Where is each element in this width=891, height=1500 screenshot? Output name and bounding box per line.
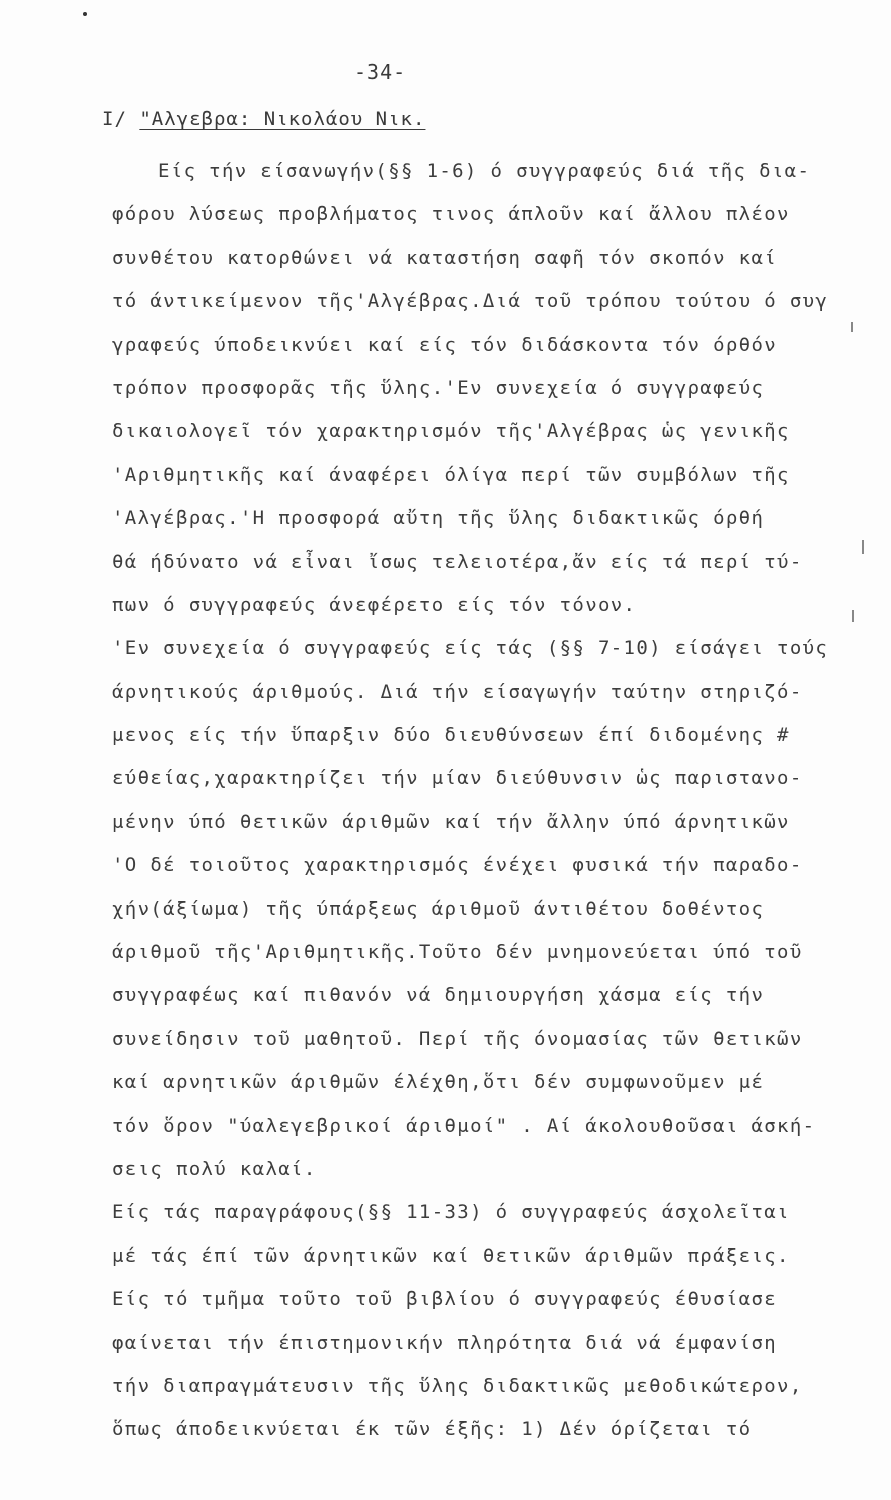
text-line: τρόπον προσφορᾶς τῆς ὕλης.'Εν συνεχεία ό συγγραφεύς [112,376,765,399]
section-heading-title: "Αλγεβρα: Νικολάου Νικ. [139,108,426,130]
text-line: φόρου λύσεως προβλήματος τινος άπλοῦν καί ἄλλου πλέον [112,203,790,226]
margin-mark [862,540,864,554]
margin-mark [851,322,853,332]
text-line: μενος είς τήν ὕπαρξιν δύο διευθύνσεων έπί διδομένης # [112,724,790,747]
text-line: άρνητικούς άριθμούς. Διά τήν είσαγωγήν ταύτην στηριζό- [112,680,803,703]
text-line: πων ό συγγραφεύς άνεφέρετο είς τόν τόνον. [112,593,637,616]
text-line: Είς τάς παραγράφους(§§ 11-33) ό συγγραφεύς άσχολεῖται [112,1201,790,1224]
text-line: συνθέτου κατορθώνει νά καταστήση σαφῆ τόν σκοπόν καί [112,246,778,269]
text-line: τό άντικείμενον τῆς'Αλγέβρας.Διά τοῦ τρόπου τούτου ό συγ [112,290,829,313]
review-body [112,150,852,1452]
text-line: 'Αλγέβρας.'Η προσφορά αὔτη τῆς ὕλης διδακτικῶς όρθή [112,507,765,530]
text-line: φαίνεται τήν έπιστημονικήν πληρότητα διά νά έμφανίση [112,1331,778,1354]
text-line: δικαιολογεῖ τόν χαρακτηρισμόν τῆς'Αλγέβρας ὡς γενικῆς [112,420,790,443]
text-line: εύθείας,χαρακτηρίζει τήν μίαν διεύθυνσιν ὡς παριστανο- [112,767,803,790]
ink-speck [83,12,87,16]
text-line: άριθμοῦ τῆς'Αριθμητικῆς.Τοῦτο δέν μνημονεύεται ύπό τοῦ [112,941,803,964]
text-line: μένην ύπό θετικῶν άριθμῶν καί τήν ἄλλην ύπό άρνητικῶν [112,810,790,833]
text-line: καί αρνητικῶν άριθμῶν έλέχθη,ὅτι δέν συμφωνοῦμεν μέ [112,1071,765,1094]
page-number: -34- [354,60,407,84]
text-line: τόν ὅρον "ύαλεγεβρικοί άριθμοί" . Αί άκολουθοῦσαι άσκή- [112,1114,816,1137]
text-line: γραφεύς ύποδεικνύει καί είς τόν διδάσκοντα τόν όρθόν [112,333,778,356]
text-line: 'Εν συνεχεία ό συγγραφεύς είς τάς (§§ 7-10) είσάγει τούς [112,637,829,660]
text-line: Είς τήν είσανωγήν(§§ 1-6) ό συγγραφεύς διά τῆς δια- [158,160,811,182]
text-line: 'Ο δέ τοιοῦτος χαρακτηρισμός ένέχει φυσικά τήν παραδο- [112,854,803,877]
text-line: συνείδησιν τοῦ μαθητοῦ. Περί τῆς όνομασίας τῶν θετικῶν [112,1027,803,1050]
margin-mark [852,610,854,622]
text-line: ὅπως άποδεικνύεται έκ τῶν έξῆς: 1) Δέν όρίζεται τό [112,1418,752,1441]
text-line: θά ήδύνατο νά εἶναι ἴσως τελειοτέρα,ἄν είς τά περί τύ- [112,550,803,573]
text-line: χήν(άξίωμα) τῆς ύπάρξεως άριθμοῦ άντιθέτου δοθέντος [112,897,765,920]
text-line: τήν διαπραγμάτευσιν τῆς ὕλης διδακτικῶς μεθοδικώτερον, [112,1374,803,1397]
text-line: μέ τάς έπί τῶν άρνητικῶν καί θετικῶν άριθμῶν πράξεις. [112,1244,790,1267]
text-line: σεις πολύ καλαί. [112,1157,317,1180]
text-line: 'Αριθμητικῆς καί άναφέρει όλίγα περί τῶν συμβόλων τῆς [112,463,790,486]
text-line: συγγραφέως καί πιθανόν νά δημιουργήση χάσμα είς τήν [112,984,765,1007]
section-heading-prefix: Ι/ [102,108,127,130]
section-heading [102,108,425,130]
text-line: Είς τό τμῆμα τοῦτο τοῦ βιβλίου ό συγγραφεύς έθυσίασε [112,1288,778,1311]
